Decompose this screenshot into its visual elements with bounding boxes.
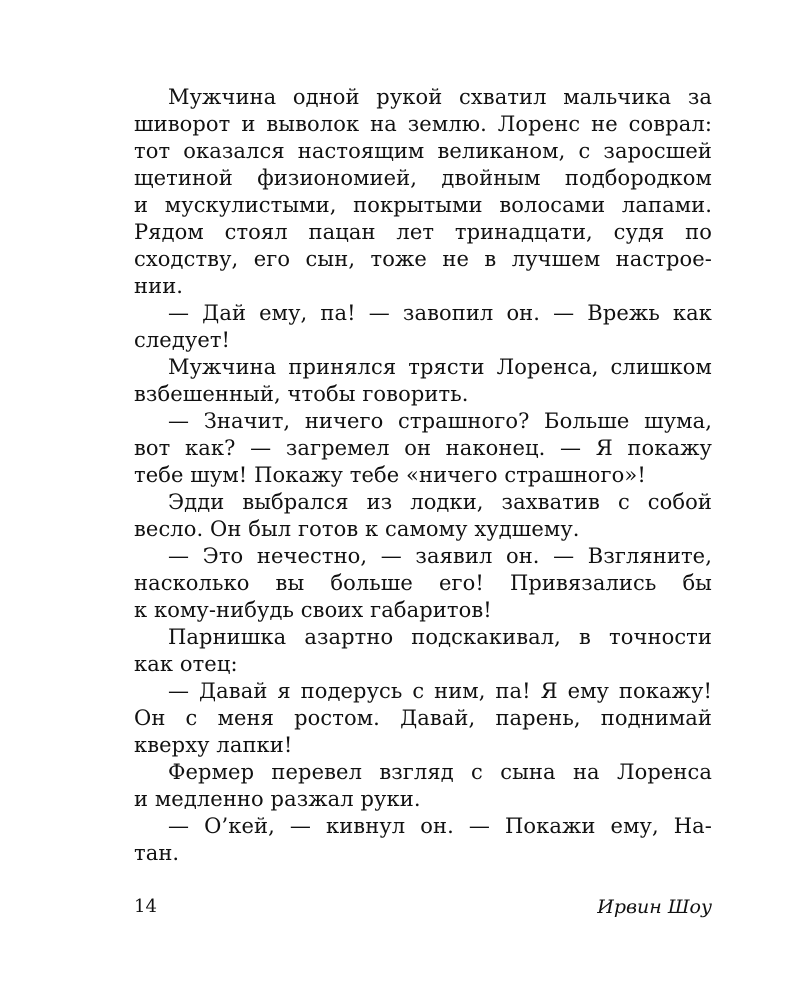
text-line: тот оказался настоящим великаном, с заросшей <box>134 139 712 163</box>
text-line: к кому-нибудь своих габаритов! <box>134 598 492 622</box>
text-line: кверху лапки! <box>134 733 293 757</box>
text-line: шиворот и выволок на землю. Лоренс не соврал: <box>134 112 712 136</box>
page-number: 14 <box>134 896 157 917</box>
text-line: взбешенный, чтобы говорить. <box>134 382 469 406</box>
text-line: как отец: <box>134 652 238 676</box>
text-line: нии. <box>134 274 184 298</box>
text-line: Фермер перевел взгляд с сына на Лоренса <box>168 760 712 784</box>
text-line: вот как? — загремел он наконец. — Я покажу <box>134 436 712 460</box>
text-line: и медленно разжал руки. <box>134 787 421 811</box>
text-line: Мужчина принялся трясти Лоренса, слишком <box>168 355 712 379</box>
text-line: — Это нечестно, — заявил он. — Взгляните, <box>168 544 712 568</box>
text-line: сходству, его сын, тоже не в лучшем настрое- <box>134 247 712 271</box>
body-text <box>134 84 712 867</box>
text-line: насколько вы больше его! Привязались бы <box>134 571 712 595</box>
page-footer <box>134 896 712 922</box>
text-line: Мужчина одной рукой схватил мальчика за <box>168 85 712 109</box>
text-line: — Значит, ничего страшного? Больше шума, <box>168 409 712 433</box>
text-line: — Давай я подерусь с ним, па! Я ему покажу! <box>168 679 712 703</box>
text-line: весло. Он был готов к самому худшему. <box>134 517 580 541</box>
text-line: тебе шум! Покажу тебе «ничего страшного»! <box>134 463 646 487</box>
text-line: Эдди выбрался из лодки, захватив с собой <box>168 490 712 514</box>
text-line: щетиной физиономией, двойным подбородком <box>134 166 712 190</box>
text-line: — Дай ему, па! — завопил он. — Врежь как <box>168 301 712 325</box>
text-line: Рядом стоял пацан лет тринадцати, судя по <box>134 220 712 244</box>
text-line: Парнишка азартно подскакивал, в точности <box>168 625 712 649</box>
text-line: Он с меня ростом. Давай, парень, поднимай <box>134 706 712 730</box>
text-line: и мускулистыми, покрытыми волосами лапами. <box>134 193 712 217</box>
text-line: следует! <box>134 328 231 352</box>
running-author: Ирвин Шоу <box>597 896 712 918</box>
text-line: тан. <box>134 841 180 865</box>
text-line: — О’кей, — кивнул он. — Покажи ему, На- <box>168 814 712 838</box>
